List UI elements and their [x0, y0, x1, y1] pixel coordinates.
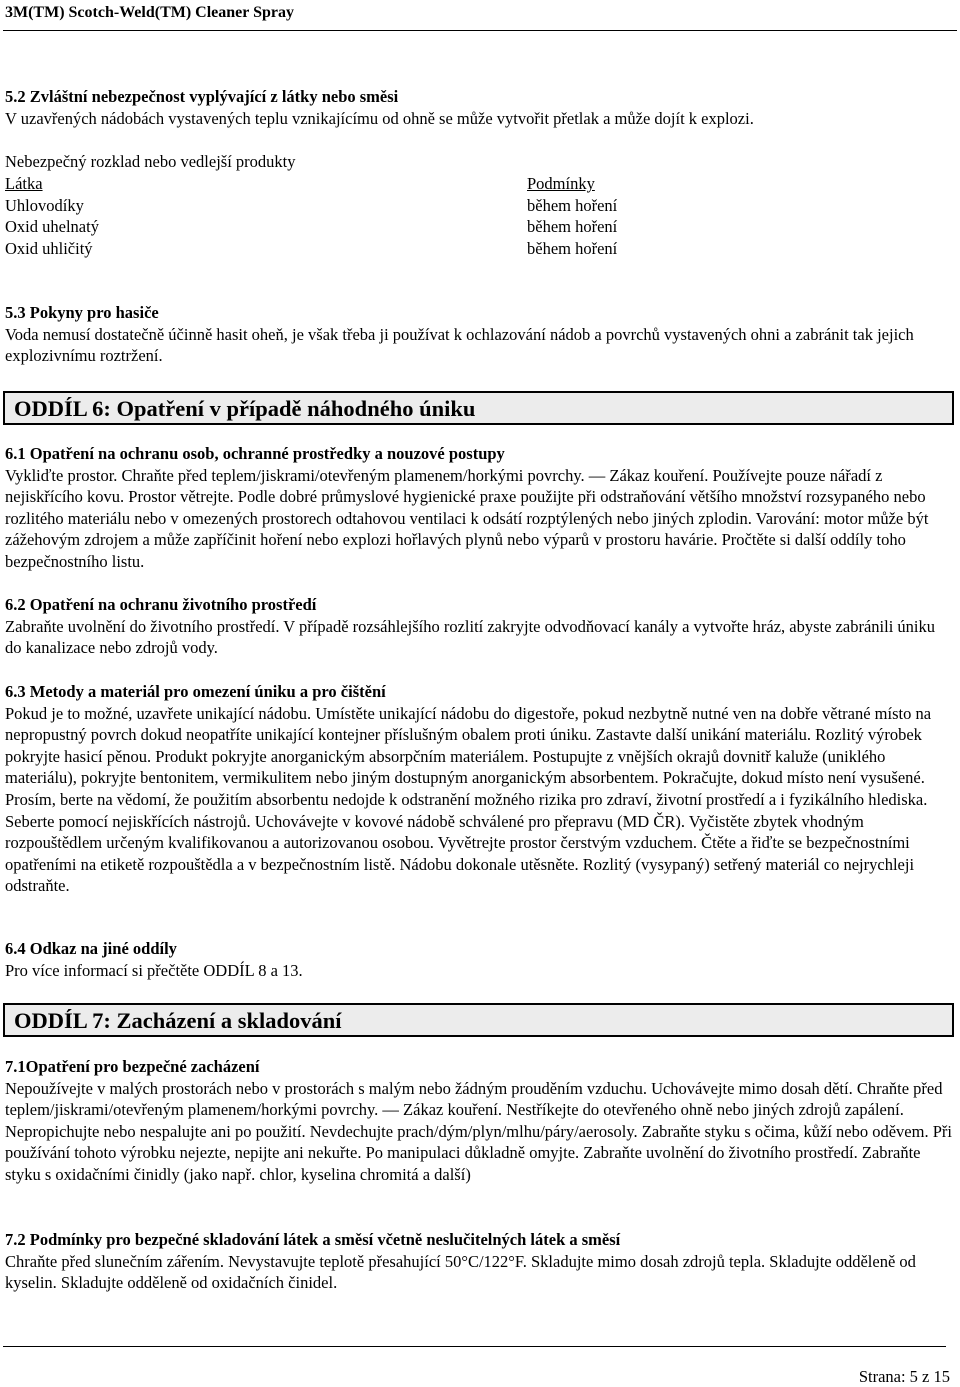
section-7-1: [5, 1056, 953, 1186]
section-6-2-heading: 6.2 Opatření na ochranu životního prostředí: [5, 595, 317, 614]
section-5-3-text: Voda nemusí dostatečně účinně hasit oheň, je však třeba ji používat k ochlazování nádob a povrchů vystavených ohni a zabránit tak jejich explozivnímu roztržení.: [5, 324, 914, 366]
page-number: Strana: 5 z 15: [858, 1367, 950, 1386]
section-6-4: [5, 938, 953, 981]
section-6-2-text: Zabraňte uvolnění do životního prostředí. V případě rozsáhlejšího rozlití zakryjte odvodňovací kanály a vytvořte hráz, abyste zabránili úniku do kanalizace nebo zdrojů vody.: [5, 616, 935, 658]
section-7-2: [5, 1229, 953, 1294]
conditions-column-header: Podmínky: [527, 174, 595, 193]
section-7-1-text: Nepoužívejte v malých prostorách nebo v prostorách s malým nebo žádným prouděním vzduchu. Uchovávejte mimo dosah dětí. Chraňte před teplem/jiskrami/otevřeným plamenem/horkými povrchy. — Zákaz kouření. Nestříkejte do otevřeného ohně nebo jiných zdrojů zapálení. Nepropichujte nebo nespalujte ani po použití. Nevdechujte prach/dým/plyn/mlhu/páry/aerosoly. Zabraňte styku s očima, kůží nebo oděvem. Při používání tohoto výrobku nejezte, nepijte ani nekuřte. Po manipulaci důkladně omyjte. Zabraňte uvolnění do životního prostředí. Zabraňte styku s oxidačními činidly (jako např. chlor, kyselina chromitá a další): [5, 1078, 952, 1184]
section-6-1-heading: 6.1 Opatření na ochranu osob, ochranné prostředky a nouzové postupy: [5, 444, 505, 463]
decomposition-substance-column: [5, 173, 99, 259]
section-5-3: [5, 302, 953, 367]
decomposition-conditions-column: [527, 173, 617, 259]
substance-cell: Oxid uhličitý: [5, 238, 93, 258]
condition-cell: během hoření: [527, 195, 618, 215]
section-7-1-heading: 7.1Opatření pro bezpečné zacházení: [5, 1057, 260, 1076]
section-6-2: [5, 594, 953, 659]
section-5-3-heading: 5.3 Pokyny pro hasiče: [5, 303, 159, 322]
section-6-title-box: ODDÍL 6: Opatření v případě náhodného úniku: [3, 391, 954, 425]
condition-cell: během hoření: [527, 217, 618, 237]
document-header-title: 3M(TM) Scotch-Weld(TM) Cleaner Spray: [5, 4, 294, 21]
section-6-4-heading: 6.4 Odkaz na jiné oddíly: [5, 939, 177, 958]
substance-cell: Uhlovodíky: [5, 195, 84, 215]
section-6-1-text: Vykliďte prostor. Chraňte před teplem/jiskrami/otevřeným plamenem/horkými povrchy. — Zákaz kouření. Používejte pouze nářadí z nejiskřícího kovu. Prostor větrejte. Podle dobré průmyslové hygienické praxe použijte při odstraňování většího množství rozsypaného nebo rozlitého materiálu nebo v omezených prostorech odtahovou ventilaci k odsátí rozptýlených nebo jiných zplodin. Varování: motor může být zážehovým zdrojem a může zapříčinit hoření nebo explozi hořlavých plynů nebo výparů v prostoru havárie. Pročtěte si další oddíly toho bezpečnostního listu.: [5, 465, 929, 571]
section-5-2-heading: 5.2 Zvláštní nebezpečnost vyplývající z látky nebo směsi: [5, 87, 399, 106]
substance-cell: Oxid uhelnatý: [5, 217, 99, 237]
section-6-4-text: Pro více informací si přečtěte ODDÍL 8 a 13.: [5, 960, 303, 980]
section-7-title-box: ODDÍL 7: Zacházení a skladování: [3, 1003, 954, 1037]
section-7-2-text: Chraňte před slunečním zářením. Nevystavujte teplotě přesahující 50°C/122°F. Skladujte mimo dosah zdrojů tepla. Skladujte odděleně od kyselin. Skladujte odděleně od oxidačních činidel.: [5, 1251, 916, 1293]
decomposition-title: Nebezpečný rozklad nebo vedlejší produkty: [5, 152, 296, 171]
section-5-2: [5, 86, 953, 129]
header-divider: [3, 30, 957, 31]
section-7-2-heading: 7.2 Podmínky pro bezpečné skladování látek a směsí včetně neslučitelných látek a směsí: [5, 1230, 621, 1249]
section-6-1: [5, 443, 953, 573]
section-5-2-text: V uzavřených nádobách vystavených teplu vznikajícímu od ohně se může vytvořit přetlak a může dojít k explozi.: [5, 108, 754, 128]
footer-divider: [3, 1346, 946, 1347]
condition-cell: během hoření: [527, 238, 618, 258]
section-6-3-text: Pokud je to možné, uzavřete unikající nádobu. Umístěte unikající nádobu do digestoře, pokud nezbytně nutné ven na dobře větrané místo na nepropustný povrch dokud neopatříte unikající kontejner příslušným obalem proti úniku. Zastavte další unikání materiálu. Rozlitý výrobek pokryjte hasicí pěnou. Produkt pokryjte anorganickým absorpčním materiálem. Postupujte z vnějších okrajů dovnitř kaluže (uniklého materiálu), pokryjte bentonitem, vermikulitem nebo jiným dostupným anorganickým absorbentem. Pokračujte, dokud místo není vysušené. Prosím, berte na vědomí, že použitím absorbentu nedojde k odstranění možného rizika pro zdraví, životní prostředí a i fyzikálního hlediska. Seberte pomocí nejiskřících nástrojů. Uchovávejte v kovové nádobě schválené pro přepravu (MD ČR). Vyčistěte zbytek vhodným rozpouštědlem určeným kvalifikovanou a autorizovanou osobou. Vyvětrejte prostor čerstvým vzduchem. Čtěte a řiďte se bezpečnostními opatřeními na etiketě rozpouštědla a v bezpečnostním listě. Nádobu dokonale utěsněte. Rozlitý (vysypaný) setřený materiál co nejrychleji odstraňte.: [5, 703, 932, 896]
section-6-3: [5, 681, 953, 897]
substance-column-header: Látka: [5, 174, 43, 193]
section-6-3-heading: 6.3 Metody a materiál pro omezení úniku a pro čištění: [5, 682, 386, 701]
